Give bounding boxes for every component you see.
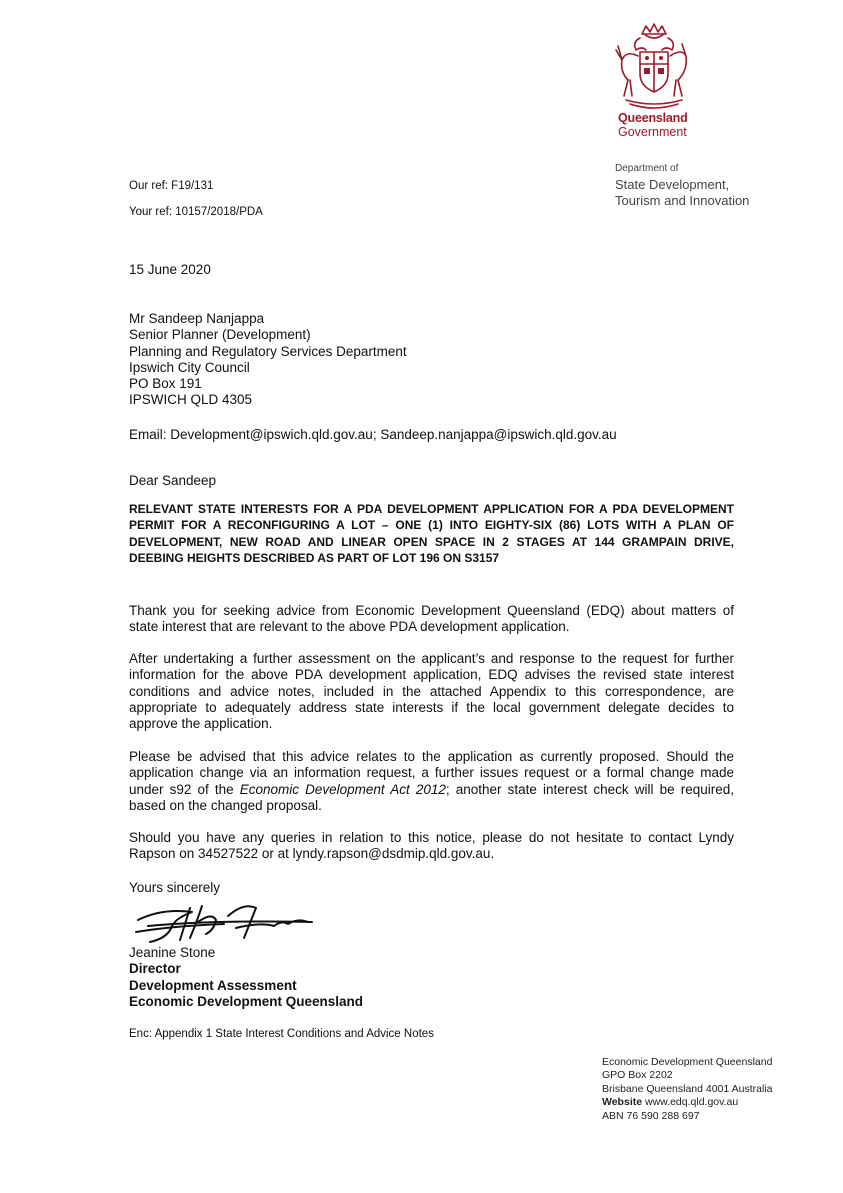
footer-box: GPO Box 2202 xyxy=(602,1069,673,1082)
enclosure-note: Enc: Appendix 1 State Interest Conditions and Advice Notes xyxy=(129,1028,434,1040)
body-paragraph-4: Should you have any queries in relation to this notice, please do not hesitate to contact Lyndy Rapson on 34527522 or at lyndy.rapson@dsdmip.qld.gov.au. xyxy=(129,830,734,862)
p3-text-after: ; another state interest check will be required, based on the changed proposal. xyxy=(129,781,735,813)
your-ref: Your ref: 10157/2018/PDA xyxy=(129,206,263,218)
signer-block xyxy=(129,945,363,1010)
recipient-po-box: PO Box 191 xyxy=(129,376,202,392)
dept-line-2: State Development, xyxy=(615,177,730,192)
signer-role: Director xyxy=(129,961,181,977)
footer-address-line: Brisbane Queensland 4001 Australia xyxy=(602,1082,773,1095)
recipient-name: Mr Sandeep Nanjappa xyxy=(129,311,265,326)
queensland-crest-logo xyxy=(612,20,692,112)
website-label: Website xyxy=(602,1096,643,1109)
logo-title: Queensland xyxy=(618,111,688,125)
recipient-city: IPSWICH QLD 4305 xyxy=(129,392,253,408)
references xyxy=(129,180,263,232)
department-name xyxy=(615,161,749,209)
footer-address xyxy=(602,1056,772,1123)
recipient-title: Senior Planner (Development) xyxy=(129,327,311,343)
signer-unit: Development Assessment xyxy=(129,977,297,993)
logo-subtitle: Government xyxy=(618,125,687,139)
letter-date: 15 June 2020 xyxy=(129,262,211,277)
recipient-organisation: Ipswich City Council xyxy=(129,359,250,375)
footer-website xyxy=(602,1096,772,1109)
act-title: Economic Development Act 2012 xyxy=(239,781,446,797)
body-paragraph-3 xyxy=(129,749,734,814)
body-paragraph-2: After undertaking a further assessment on the applicant’s and response to the request for further information for the above PDA development application, EDQ advises the revised state interest conditions and advice notes, included in the attached Appendix to this correspondence, are appropriate to adequately address state interests if the local government delegate decides to approve the application. xyxy=(129,651,734,732)
signature-image xyxy=(132,898,317,948)
signer-name: Jeanine Stone xyxy=(129,945,216,960)
recipient-address xyxy=(129,311,407,409)
subject-heading: RELEVANT STATE INTERESTS FOR A PDA DEVELOPMENT APPLICATION FOR A PDA DEVELOPMENT PERMIT FOR A RECONFIGURING A LOT – ONE (1) INTO EIGHTY-SIX (86) LOTS WITH A PLAN OF DEVELOPMENT, NEW ROAD AND LINEAR OPEN SPACE IN 2 STAGES AT 144 GRAMPAIN DRIVE, DEEBING HEIGHTS DESCRIBED AS PART OF LOT 196 ON S3157 xyxy=(129,502,734,566)
dept-line-3: Tourism and Innovation xyxy=(615,193,750,208)
email-line: Email: Development@ipswich.qld.gov.au; Sandeep.nanjappa@ipswich.qld.gov.au xyxy=(129,427,617,442)
salutation: Dear Sandeep xyxy=(129,473,217,488)
website-link[interactable]: www.edq.qld.gov.au xyxy=(642,1096,739,1109)
footer-abn: ABN 76 590 288 697 xyxy=(602,1109,700,1122)
closing: Yours sincerely xyxy=(129,880,221,895)
footer-org: Economic Development Queensland xyxy=(602,1056,773,1068)
signer-org: Economic Development Queensland xyxy=(129,993,364,1009)
dept-line-1: Department of xyxy=(615,163,679,174)
p3-text-before: Please be advised that this advice relates to the application as currently proposed. Should the application change via an information request, a further issues request or a formal change made under s92 of the xyxy=(129,749,734,797)
our-ref: Our ref: F19/131 xyxy=(129,180,214,192)
body-paragraph-1: Thank you for seeking advice from Economic Development Queensland (EDQ) about matters of state interest that are relevant to the above PDA development application. xyxy=(129,603,734,635)
recipient-department: Planning and Regulatory Services Department xyxy=(129,343,407,359)
